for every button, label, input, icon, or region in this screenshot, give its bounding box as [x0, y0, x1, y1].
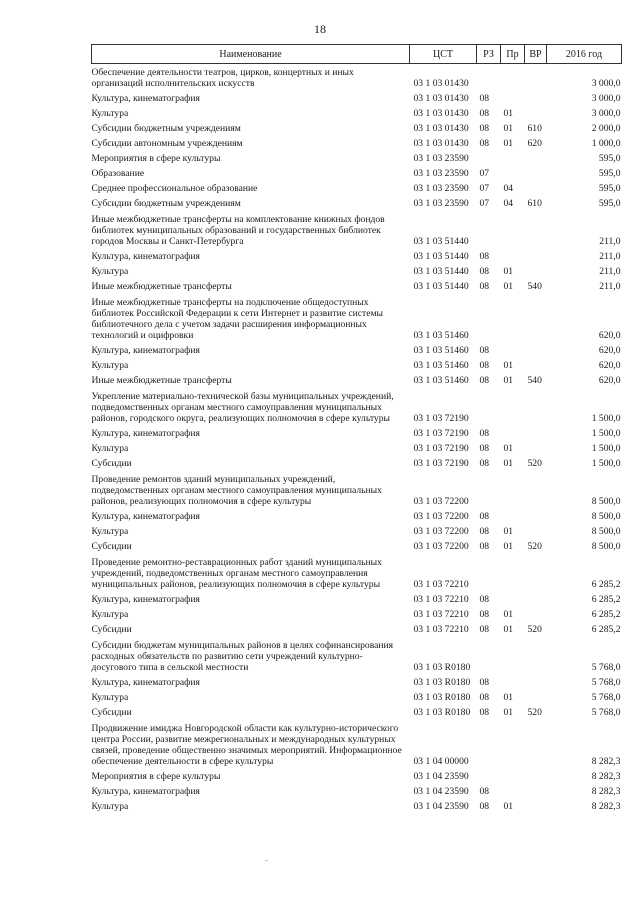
cell-rz	[477, 720, 501, 769]
cell-rz: 08	[479, 609, 490, 620]
cell-pr	[501, 343, 525, 358]
cell-cst: 03 1 03 72200	[413, 496, 469, 507]
cell-name: Мероприятия в сфере культуры	[91, 771, 221, 782]
cell-cst: 03 1 03 51460	[413, 330, 469, 341]
cell-sum: 8 282,3	[591, 756, 621, 767]
cell-cst: 03 1 03 R0180	[413, 677, 471, 688]
cell-name: Культура	[91, 108, 129, 119]
cell-sum: 6 285,2	[591, 624, 621, 635]
cell-name: Иные межбюджетные трансферты	[91, 375, 232, 386]
table-row	[92, 509, 622, 524]
table-row	[92, 554, 622, 592]
cell-rz: 08	[479, 511, 490, 522]
cell-pr: 01	[503, 458, 514, 469]
cell-pr	[501, 426, 525, 441]
cell-pr	[501, 64, 525, 92]
cell-vr	[525, 509, 547, 524]
cell-pr: 04	[503, 198, 514, 209]
cell-name: Культура	[91, 609, 129, 620]
cell-cst: 03 1 03 R0180	[413, 692, 471, 703]
cell-cst: 03 1 03 23590	[413, 168, 469, 179]
header-name: Наименование	[92, 45, 410, 64]
cell-cst: 03 1 03 72210	[413, 609, 469, 620]
cell-vr	[525, 675, 547, 690]
cell-rz: 08	[479, 801, 490, 812]
cell-sum: 1 500,0	[591, 428, 621, 439]
cell-cst: 03 1 03 51440	[413, 281, 469, 292]
cell-vr	[525, 799, 547, 814]
cell-vr	[525, 358, 547, 373]
header-pr: Пр	[501, 45, 525, 64]
cell-cst: 03 1 03 23590	[413, 183, 469, 194]
cell-name: Культура, кинематография	[91, 345, 200, 356]
cell-name: Проведение ремонтов зданий муниципальных учреждений, подведомственных органам местного самоуправления муниципальных районов, реализующих полномочия в сфере культуры	[91, 474, 382, 507]
cell-name: Культура	[91, 692, 129, 703]
cell-sum: 8 500,0	[591, 526, 621, 537]
cell-sum: 620,0	[598, 345, 621, 356]
cell-pr	[501, 471, 525, 509]
table-row	[92, 151, 622, 166]
cell-vr: 540	[527, 375, 542, 386]
cell-cst: 03 1 03 51460	[413, 360, 469, 371]
cell-name: Образование	[91, 168, 145, 179]
table-row	[92, 592, 622, 607]
cell-cst: 03 1 04 23590	[413, 786, 469, 797]
cell-cst: 03 1 03 01430	[413, 123, 469, 134]
cell-sum: 211,0	[599, 251, 621, 262]
table-row	[92, 294, 622, 343]
table-row	[92, 524, 622, 539]
cell-sum: 1 500,0	[591, 443, 621, 454]
cell-pr	[501, 294, 525, 343]
cell-vr	[525, 471, 547, 509]
cell-rz: 08	[479, 108, 490, 119]
cell-vr: 610	[527, 198, 542, 209]
cell-cst: 03 1 03 01430	[413, 78, 469, 89]
table-row	[92, 166, 622, 181]
cell-name: Культура	[91, 266, 129, 277]
cell-vr	[525, 637, 547, 675]
table-row	[92, 784, 622, 799]
cell-rz: 07	[479, 183, 490, 194]
cell-cst: 03 1 03 72210	[413, 579, 469, 590]
cell-cst: 03 1 03 23590	[413, 198, 469, 209]
cell-sum: 620,0	[598, 360, 621, 371]
cell-sum: 5 768,0	[591, 662, 621, 673]
cell-sum: 1 500,0	[591, 413, 621, 424]
table-row	[92, 373, 622, 388]
cell-vr	[525, 211, 547, 249]
cell-vr: 610	[527, 123, 542, 134]
cell-rz	[477, 471, 501, 509]
cell-name: Среднее профессиональное образование	[91, 183, 258, 194]
cell-vr	[525, 106, 547, 121]
cell-name: Иные межбюджетные трансферты	[91, 281, 232, 292]
cell-sum: 5 768,0	[591, 677, 621, 688]
cell-rz: 08	[479, 786, 490, 797]
cell-rz: 08	[479, 624, 490, 635]
table-row	[92, 637, 622, 675]
cell-name: Субсидии	[91, 458, 132, 469]
cell-rz	[477, 769, 501, 784]
cell-vr	[525, 91, 547, 106]
cell-cst: 03 1 03 72200	[413, 511, 469, 522]
cell-sum: 595,0	[598, 183, 621, 194]
table-row	[92, 249, 622, 264]
table-row	[92, 91, 622, 106]
cell-sum: 8 282,3	[591, 771, 621, 782]
table-row	[92, 690, 622, 705]
table-row	[92, 279, 622, 294]
cell-rz: 08	[479, 138, 490, 149]
scan-mark	[265, 860, 268, 861]
cell-name: Субсидии автономным учреждениям	[91, 138, 243, 149]
cell-pr: 01	[503, 375, 514, 386]
cell-vr: 520	[527, 541, 542, 552]
table-row	[92, 211, 622, 249]
cell-name: Культура, кинематография	[91, 93, 200, 104]
cell-cst: 03 1 03 72190	[413, 443, 469, 454]
cell-cst: 03 1 04 23590	[413, 771, 469, 782]
cell-pr	[501, 388, 525, 426]
cell-name: Продвижение имиджа Новгородской области как культурно-исторического центра России, развитие межрегиональных и международных культурных связей, проведение общественно значимых мероприятий. Информационное обеспечение деятельности в сфере культуры	[91, 723, 402, 767]
cell-vr	[525, 181, 547, 196]
cell-cst: 03 1 03 R0180	[413, 707, 471, 718]
cell-sum: 2 000,0	[591, 123, 621, 134]
table-row	[92, 720, 622, 769]
cell-name: Мероприятия в сфере культуры	[91, 153, 221, 164]
table-row	[92, 196, 622, 211]
cell-cst: 03 1 03 51440	[413, 236, 469, 247]
table-row	[92, 607, 622, 622]
cell-vr	[525, 264, 547, 279]
cell-cst: 03 1 03 51440	[413, 266, 469, 277]
budget-table	[91, 44, 622, 814]
cell-pr	[501, 769, 525, 784]
cell-rz: 08	[479, 360, 490, 371]
table-row	[92, 539, 622, 554]
cell-name: Обеспечение деятельности театров, цирков, концертных и иных организаций исполнительских искусств	[91, 67, 354, 89]
header-vr: ВР	[525, 45, 547, 64]
cell-rz: 08	[479, 692, 490, 703]
cell-vr	[525, 426, 547, 441]
cell-cst: 03 1 03 72200	[413, 526, 469, 537]
table-row	[92, 121, 622, 136]
cell-sum: 8 500,0	[591, 496, 621, 507]
cell-pr	[501, 166, 525, 181]
cell-vr	[525, 554, 547, 592]
cell-vr: 520	[527, 707, 542, 718]
page-number: 18	[314, 22, 326, 36]
cell-sum: 620,0	[598, 375, 621, 386]
cell-sum: 595,0	[598, 168, 621, 179]
cell-cst: 03 1 03 01430	[413, 138, 469, 149]
table-row	[92, 769, 622, 784]
cell-name: Иные межбюджетные трансферты на комплектование книжных фондов библиотек муниципальных образований и государственных библиотек городов Москвы и Санкт-Петербурга	[91, 214, 385, 247]
cell-rz: 08	[479, 677, 490, 688]
cell-sum: 8 282,3	[591, 786, 621, 797]
table-row	[92, 456, 622, 471]
cell-vr	[525, 441, 547, 456]
table-row	[92, 358, 622, 373]
cell-sum: 620,0	[598, 330, 621, 341]
cell-cst: 03 1 03 72190	[413, 428, 469, 439]
cell-rz: 08	[479, 526, 490, 537]
cell-vr: 540	[527, 281, 542, 292]
cell-sum: 6 285,2	[591, 609, 621, 620]
cell-pr: 01	[503, 138, 514, 149]
cell-vr	[525, 343, 547, 358]
cell-pr: 01	[503, 692, 514, 703]
cell-name: Культура, кинематография	[91, 594, 200, 605]
cell-pr: 01	[503, 108, 514, 119]
cell-pr: 01	[503, 801, 514, 812]
table-row	[92, 343, 622, 358]
cell-rz	[477, 64, 501, 92]
cell-sum: 595,0	[598, 198, 621, 209]
cell-rz: 08	[479, 345, 490, 356]
cell-pr: 01	[503, 609, 514, 620]
cell-name: Субсидии бюджетным учреждениям	[91, 198, 241, 209]
cell-pr	[501, 554, 525, 592]
cell-vr: 520	[527, 458, 542, 469]
cell-vr: 520	[527, 624, 542, 635]
cell-sum: 211,0	[599, 266, 621, 277]
table-row	[92, 106, 622, 121]
cell-vr	[525, 151, 547, 166]
cell-name: Культура, кинематография	[91, 786, 200, 797]
cell-sum: 595,0	[598, 153, 621, 164]
cell-rz: 07	[479, 168, 490, 179]
cell-rz	[477, 211, 501, 249]
cell-pr	[501, 720, 525, 769]
cell-sum: 1 500,0	[591, 458, 621, 469]
cell-vr	[525, 690, 547, 705]
cell-pr: 01	[503, 266, 514, 277]
cell-sum: 3 000,0	[591, 93, 621, 104]
cell-rz	[477, 294, 501, 343]
cell-name: Культура, кинематография	[91, 677, 200, 688]
cell-cst: 03 1 03 R0180	[413, 662, 471, 673]
cell-vr	[525, 607, 547, 622]
cell-pr	[501, 249, 525, 264]
table-row	[92, 622, 622, 637]
cell-name: Культура, кинематография	[91, 428, 200, 439]
cell-pr	[501, 509, 525, 524]
cell-name: Культура	[91, 801, 129, 812]
cell-name: Культура, кинематография	[91, 251, 200, 262]
cell-name: Укрепление материально-технической базы муниципальных учреждений, подведомственных органам местного самоуправления муниципальных районов, городского округа, реализующих полномочия в сфере культуры	[91, 391, 394, 424]
cell-sum: 5 768,0	[591, 707, 621, 718]
cell-sum: 6 285,2	[591, 594, 621, 605]
cell-pr	[501, 675, 525, 690]
cell-sum: 211,0	[599, 236, 621, 247]
table-row	[92, 136, 622, 151]
table-row	[92, 799, 622, 814]
cell-name: Культура, кинематография	[91, 511, 200, 522]
cell-pr	[501, 151, 525, 166]
cell-rz	[477, 637, 501, 675]
cell-sum: 3 000,0	[591, 78, 621, 89]
cell-cst: 03 1 03 51460	[413, 345, 469, 356]
cell-pr: 01	[503, 707, 514, 718]
table-row	[92, 64, 622, 92]
cell-cst: 03 1 03 23590	[413, 153, 469, 164]
cell-name: Культура	[91, 526, 129, 537]
cell-rz: 08	[479, 375, 490, 386]
cell-vr: 620	[527, 138, 542, 149]
table-row	[92, 264, 622, 279]
cell-name: Субсидии бюджетам муниципальных районов в целях софинансирования расходных обязательств по развитию сети учреждений культурно-досугового типа в сельской местности	[91, 640, 394, 673]
cell-vr	[525, 592, 547, 607]
cell-pr: 01	[503, 281, 514, 292]
cell-rz	[477, 388, 501, 426]
cell-vr	[525, 249, 547, 264]
cell-pr: 01	[503, 541, 514, 552]
cell-name: Проведение ремонтно-реставрационных работ зданий муниципальных учреждений, подведомственных органам местного самоуправления муниципальных районов, реализующих полномочия в сфере культуры	[91, 557, 382, 590]
cell-rz: 08	[479, 443, 490, 454]
cell-sum: 1 000,0	[591, 138, 621, 149]
table-row	[92, 675, 622, 690]
cell-rz: 08	[479, 251, 490, 262]
cell-name: Иные межбюджетные трансферты на подключение общедоступных библиотек Российской Федерации к сети Интернет и развитие системы библиотечного дела с учетом задачи расширения информационных технологий и оцифровки	[91, 297, 383, 341]
cell-pr	[501, 637, 525, 675]
cell-name: Субсидии	[91, 541, 132, 552]
cell-vr	[525, 166, 547, 181]
cell-rz: 08	[479, 541, 490, 552]
cell-pr: 01	[503, 624, 514, 635]
cell-cst: 03 1 03 72190	[413, 458, 469, 469]
cell-cst: 03 1 03 72210	[413, 594, 469, 605]
cell-rz	[477, 151, 501, 166]
cell-pr	[501, 211, 525, 249]
cell-rz: 07	[479, 198, 490, 209]
cell-sum: 3 000,0	[591, 108, 621, 119]
cell-rz: 08	[479, 428, 490, 439]
cell-name: Культура	[91, 360, 129, 371]
cell-sum: 5 768,0	[591, 692, 621, 703]
cell-cst: 03 1 03 72190	[413, 413, 469, 424]
cell-pr	[501, 91, 525, 106]
cell-name: Культура	[91, 443, 129, 454]
cell-cst: 03 1 03 01430	[413, 93, 469, 104]
cell-vr	[525, 769, 547, 784]
cell-vr	[525, 784, 547, 799]
cell-rz: 08	[479, 458, 490, 469]
cell-rz: 08	[479, 594, 490, 605]
cell-pr: 04	[503, 183, 514, 194]
cell-pr	[501, 784, 525, 799]
cell-rz: 08	[479, 707, 490, 718]
table-row	[92, 388, 622, 426]
cell-pr: 01	[503, 360, 514, 371]
cell-vr	[525, 720, 547, 769]
cell-pr: 01	[503, 123, 514, 134]
header-rz: РЗ	[477, 45, 501, 64]
table-header	[92, 45, 622, 64]
cell-cst: 03 1 03 51460	[413, 375, 469, 386]
cell-pr: 01	[503, 443, 514, 454]
table-row	[92, 181, 622, 196]
cell-cst: 03 1 03 51440	[413, 251, 469, 262]
header-sum: 2016 год	[547, 45, 622, 64]
cell-vr	[525, 524, 547, 539]
cell-cst: 03 1 04 23590	[413, 801, 469, 812]
cell-vr	[525, 294, 547, 343]
cell-rz: 08	[479, 93, 490, 104]
cell-name: Субсидии	[91, 624, 132, 635]
cell-pr	[501, 592, 525, 607]
table-row	[92, 705, 622, 720]
cell-sum: 6 285,2	[591, 579, 621, 590]
cell-sum: 211,0	[599, 281, 621, 292]
cell-cst: 03 1 03 01430	[413, 108, 469, 119]
cell-vr	[525, 64, 547, 92]
cell-sum: 8 282,3	[591, 801, 621, 812]
cell-vr	[525, 388, 547, 426]
cell-rz: 08	[479, 123, 490, 134]
cell-rz	[477, 554, 501, 592]
cell-name: Субсидии бюджетным учреждениям	[91, 123, 241, 134]
cell-sum: 8 500,0	[591, 511, 621, 522]
cell-rz: 08	[479, 281, 490, 292]
cell-sum: 8 500,0	[591, 541, 621, 552]
cell-name: Субсидии	[91, 707, 132, 718]
cell-cst: 03 1 04 00000	[413, 756, 469, 767]
table-row	[92, 441, 622, 456]
cell-pr: 01	[503, 526, 514, 537]
cell-cst: 03 1 03 72200	[413, 541, 469, 552]
table-body	[92, 64, 622, 815]
table-row	[92, 426, 622, 441]
table-row	[92, 471, 622, 509]
cell-cst: 03 1 03 72210	[413, 624, 469, 635]
cell-rz: 08	[479, 266, 490, 277]
header-cst: ЦСТ	[410, 45, 477, 64]
